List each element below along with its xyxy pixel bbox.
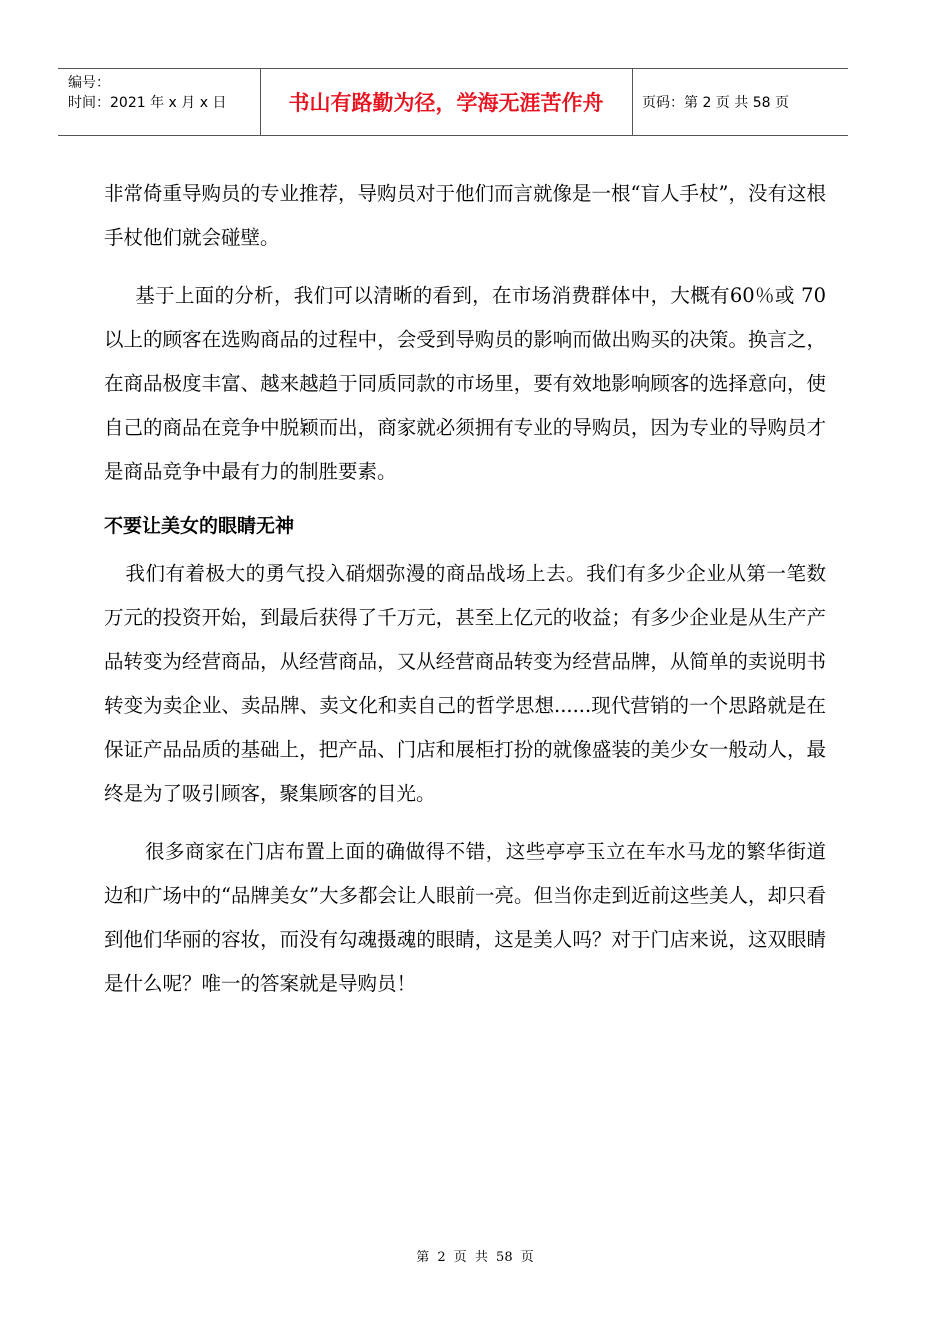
paragraph-3: 我们有着极大的勇气投入硝烟弥漫的商品战场上去。我们有多少企业从第一笔数万元的投资开始，到最后获得了千万元，甚至上亿元的收益；有多少企业是从生产产品转变为经营商品，从经营商品，又从经营商品转变为经营品牌，从简单的卖说明书转变为卖企业、卖品牌、卖文化和卖自己的哲学思想......现代营销的一个思路就是在保证产品品质的基础上，把产品、门店和展柜打扮的就像盛装的美少女一般动人，最终是为了吸引顾客，聚集顾客的目光。 <box>104 562 826 805</box>
page-footer: 第 2 页 共 58 页 <box>416 1250 534 1265</box>
paragraph-4: 很多商家在门店布置上面的确做得不错，这些亭亭玉立在车水马龙的繁华街道边和广场中的“品牌美女”大多都会让人眼前一亮。但当你走到近前这些美人，却只看到他们华丽的容妆，而没有勾魂摄魂的眼睛，这是美人吗？对于门店来说，这双眼睛是什么呢？唯一的答案就是导购员！ <box>104 840 826 995</box>
paragraph-2: 基于上面的分析，我们可以清晰的看到，在市场消费群体中，大概有60％或 70 以上的顾客在选购商品的过程中，会受到导购员的影响而做出购买的决策。换言之，在商品极度丰富、越来越趋于同质同款的市场里，要有效地影响顾客的选择意向，使自己的商品在竞争中脱颖而出，商家就必须拥有专业的导购员，因为专业的导购员才是商品竞争中最有力的制胜要素。 <box>104 284 826 483</box>
header-page-info: 页码：第 2 页 共 58 页 <box>642 95 789 111</box>
page-header <box>58 68 848 136</box>
document-body <box>104 172 826 1006</box>
header-divider-right <box>632 69 633 135</box>
header-motto: 书山有路勤为径，学海无涯苦作舟 <box>288 91 604 115</box>
paragraph-1: 非常倚重导购员的专业推荐，导购员对于他们而言就像是一根“盲人手杖”，没有这根手杖他们就会碰壁。 <box>104 182 826 249</box>
date-line: 时间：2021 年 x 月 x 日 <box>68 95 227 111</box>
header-meta <box>68 73 226 113</box>
section-title: 不要让美女的眼睛无神 <box>104 515 295 537</box>
serial-label: 编号： <box>68 75 110 91</box>
